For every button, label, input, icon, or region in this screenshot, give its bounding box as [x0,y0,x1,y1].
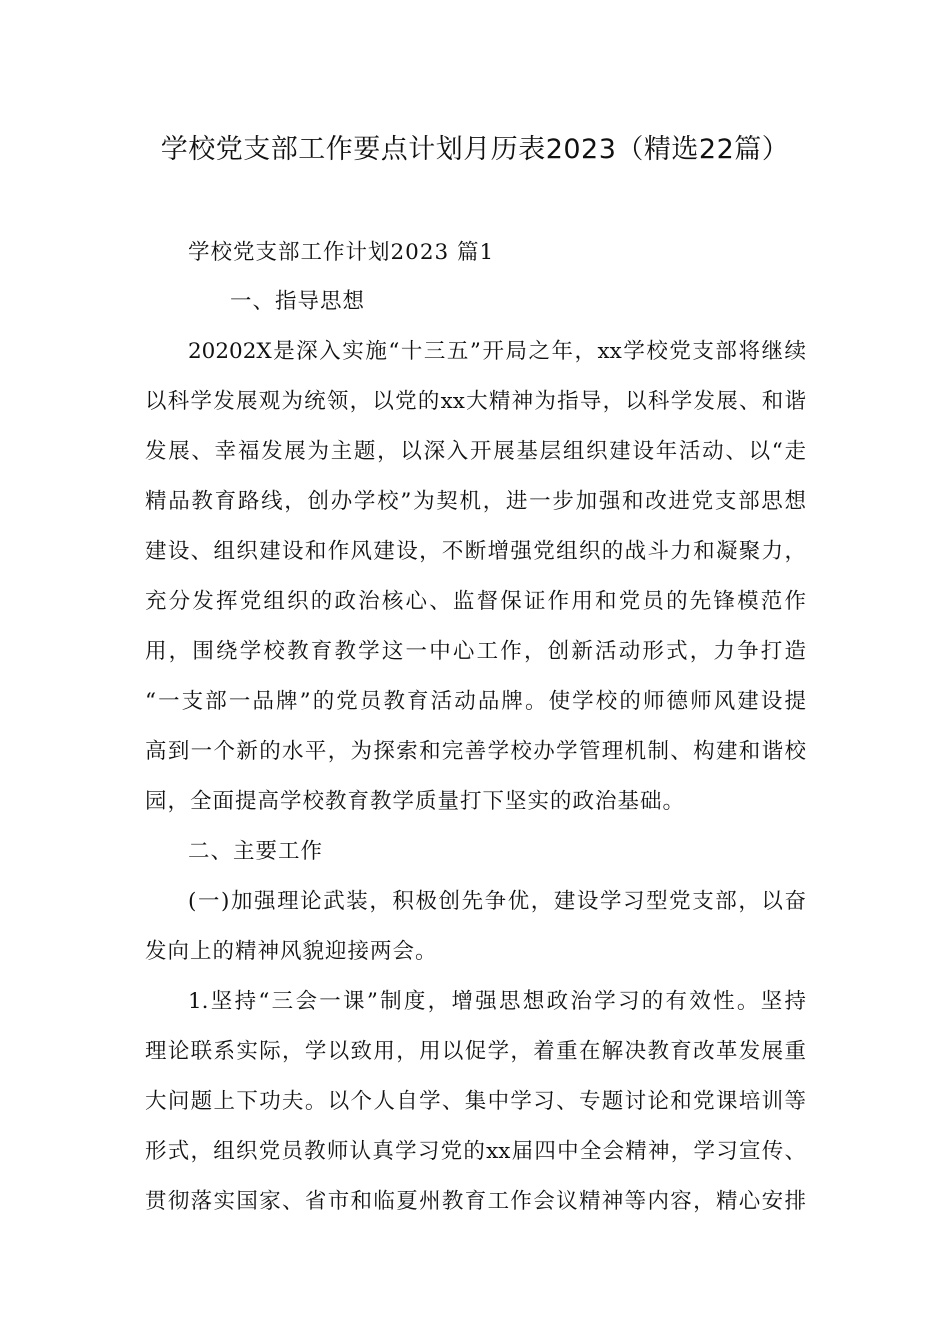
paragraph-line: 用，围绕学校教育教学这一中心工作，创新活动形式，力争打造 [145,639,806,664]
paragraph-line: 精品教育路线，创办学校”为契机，进一步加强和改进党支部思想 [145,489,806,514]
paragraph-line: 园，全面提高学校教育教学质量打下坚实的政治基础。 [145,789,686,814]
paragraph-line: 贯彻落实国家、省市和临夏州教育工作会议精神等内容，精心安排 [145,1189,806,1214]
section-heading-plan-1: 学校党支部工作计划2023 篇1 [188,240,495,265]
paragraph-line: 20202X是深入实施“十三五”开局之年，xx学校党支部将继续 [188,339,806,364]
document-title: 学校党支部工作要点计划月历表2023（精选22篇） [160,134,790,165]
paragraph-line: (一)加强理论武装，积极创先争优，建设学习型党支部，以奋 [188,889,806,914]
heading-main-work: 二、主要工作 [188,839,324,864]
paragraph-line: 发向上的精神风貌迎接两会。 [145,939,438,964]
paragraph-line: 充分发挥党组织的政治核心、监督保证作用和党员的先锋模范作 [145,589,806,614]
paragraph-line: 高到一个新的水平，为探索和完善学校办学管理机制、构建和谐校 [145,739,806,764]
paragraph-line: 以科学发展观为统领，以党的xx大精神为指导，以科学发展、和谐 [145,389,806,414]
paragraph-line: 发展、幸福发展为主题，以深入开展基层组织建设年活动、以“走 [145,439,806,464]
heading-guiding-thought: 一、指导思想 [230,289,366,314]
paragraph-line: 大问题上下功夫。以个人自学、集中学习、专题讨论和党课培训等 [145,1089,806,1114]
paragraph-line: 形式，组织党员教师认真学习党的xx届四中全会精神，学习宣传、 [145,1139,806,1164]
paragraph-line: 建设、组织建设和作风建设，不断增强党组织的战斗力和凝聚力， [145,539,806,564]
paragraph-line: 1.坚持“三会一课”制度，增强思想政治学习的有效性。坚持 [188,989,806,1014]
paragraph-line: 理论联系实际，学以致用，用以促学，着重在解决教育改革发展重 [145,1039,806,1064]
paragraph-line: “一支部一品牌”的党员教育活动品牌。使学校的师德师风建设提 [145,689,806,714]
